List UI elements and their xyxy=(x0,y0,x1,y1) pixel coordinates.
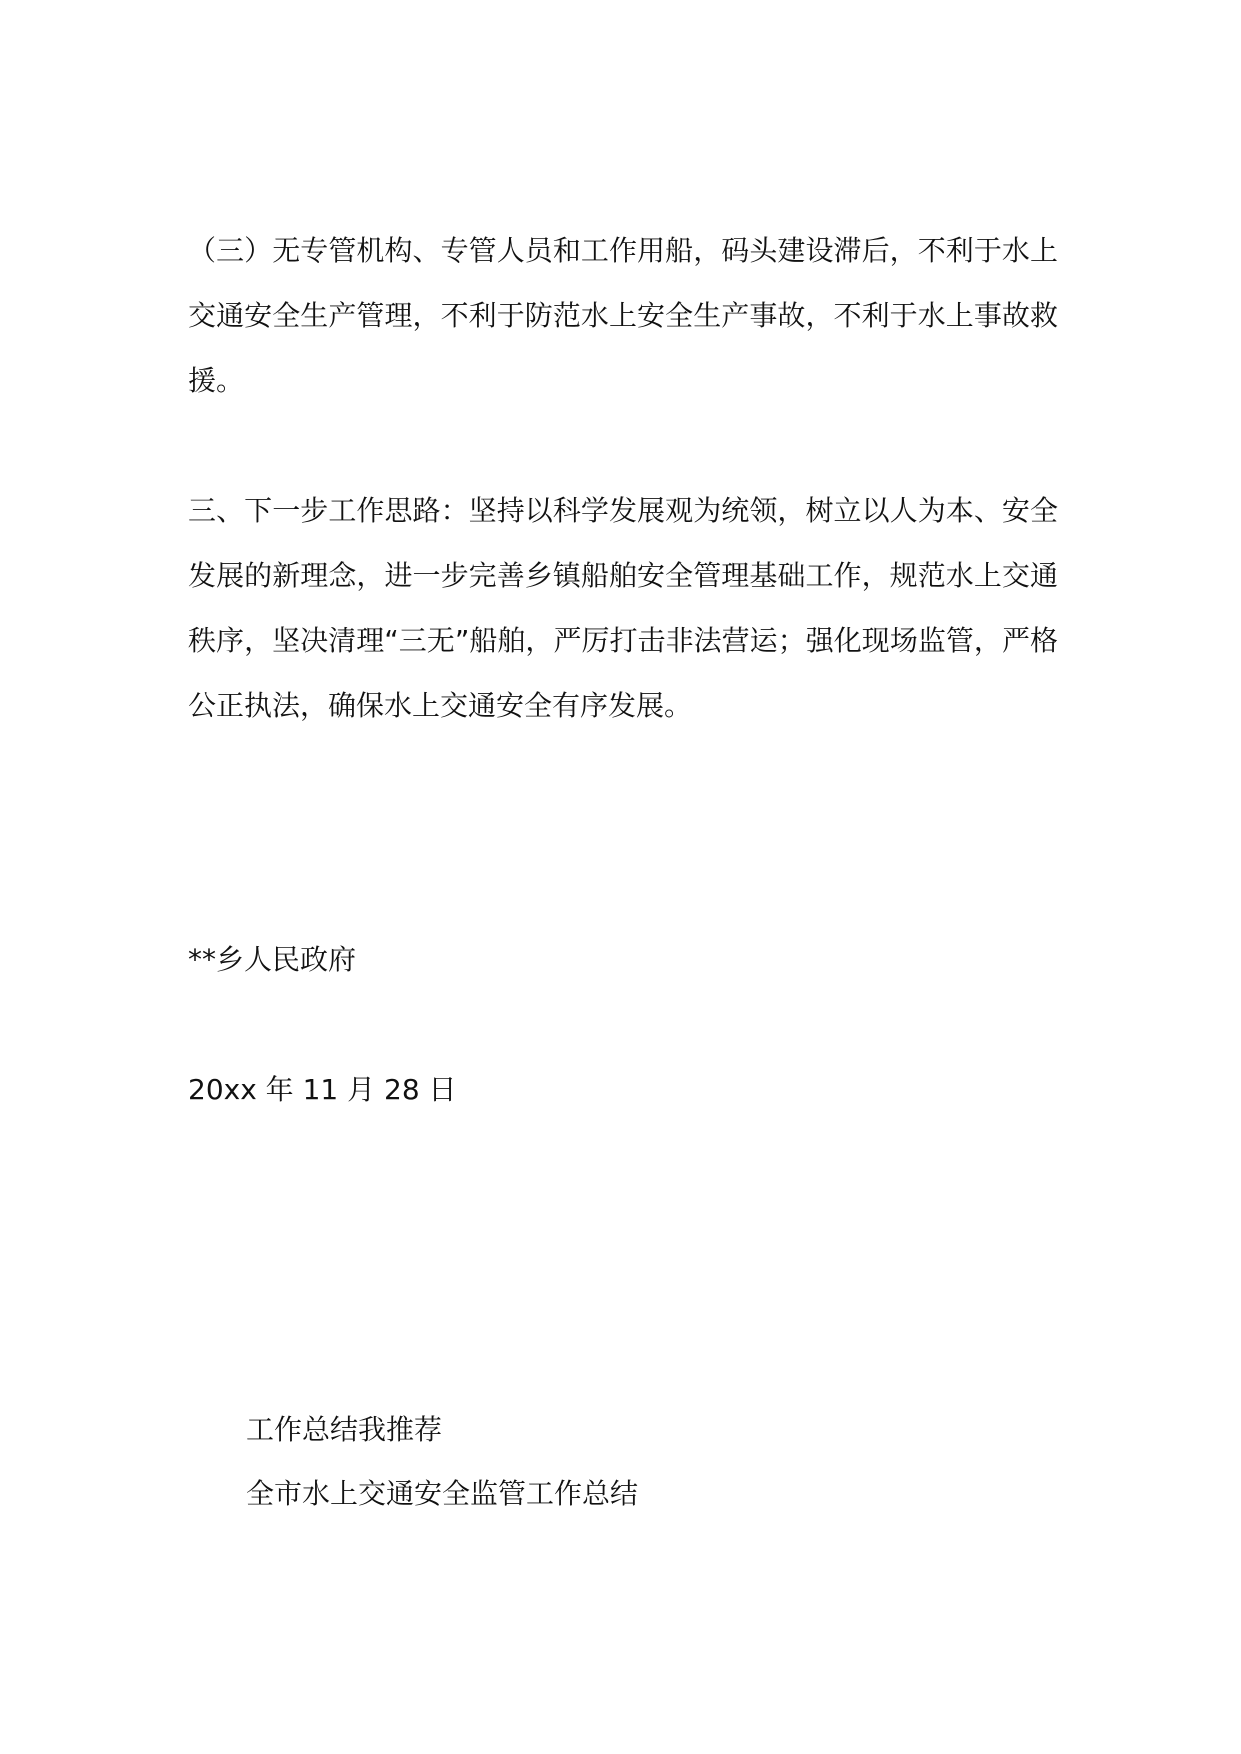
paragraph-next-steps: 三、下一步工作思路：坚持以科学发展观为统领，树立以人为本、安全发展的新理念，进一步完善乡镇船舶安全管理基础工作，规范水上交通秩序，坚决清理“三无”船舶，严厉打击非法营运；强化现场监管，严格公正执法，确保水上交通安全有序发展。 xyxy=(188,494,1058,722)
recommendation-link[interactable]: 全市水上交通安全监管工作总结 xyxy=(246,1477,639,1510)
recommendation-section xyxy=(246,1398,638,1526)
recommendation-heading: 工作总结我推荐 xyxy=(246,1413,443,1446)
signature-organization: **乡人民政府 xyxy=(188,943,357,976)
paragraph-issue-three: （三）无专管机构、专管人员和工作用船，码头建设滞后，不利于水上交通安全生产管理，不利于防范水上安全生产事故，不利于水上事故救援。 xyxy=(188,234,1058,397)
signature-date: 20xx 年 11 月 28 日 xyxy=(188,1073,457,1106)
